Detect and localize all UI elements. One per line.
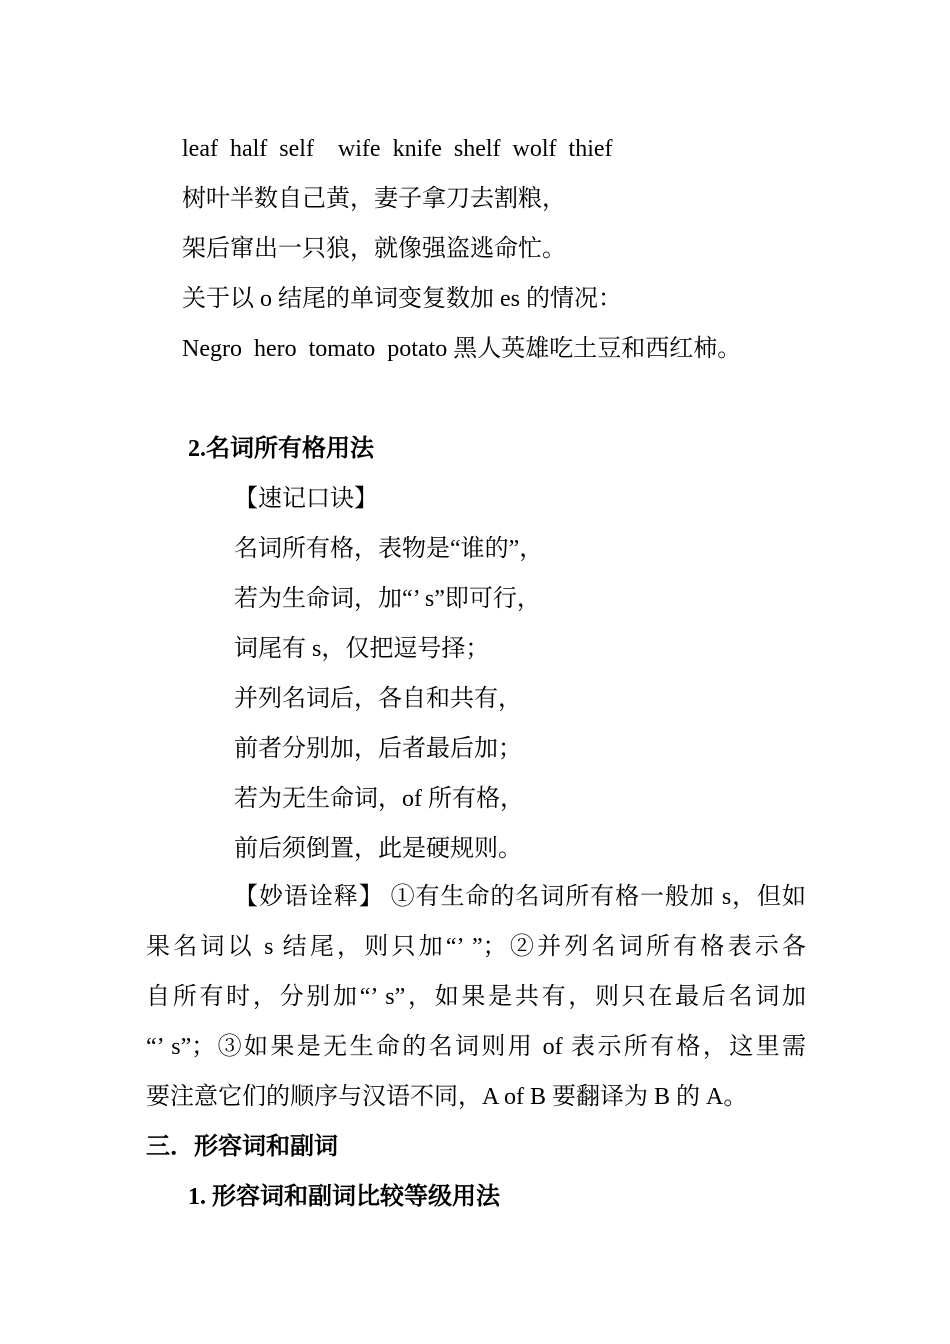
text-line-o-ending-words: Negro hero tomato potato 黑人英雄吃土豆和西红柿。 <box>182 336 742 362</box>
mnemonic-line: 前后须倒置，此是硬规则。 <box>234 836 522 862</box>
mnemonic-line: 并列名词后，各自和共有， <box>234 686 522 712</box>
explanation-line: 要注意它们的顺序与汉语不同，A of B 要翻译为 B 的 A。 <box>146 1084 748 1110</box>
text-line-mnemonic-1: 树叶半数自己黄，妻子拿刀去割粮， <box>182 186 566 212</box>
text-line-mnemonic-2: 架后窜出一只狼，就像强盗逃命忙。 <box>182 236 566 262</box>
explanation-line: “’ s”；③如果是无生命的名词则用 of 表示所有格，这里需 <box>146 1034 806 1060</box>
mnemonic-line: 若为生命词，加“’ s”即可行， <box>234 586 541 612</box>
section-heading-possessive: 2.名词所有格用法 <box>188 436 374 462</box>
text-line-plural-f-words: leaf half self wife knife shelf wolf thief <box>182 136 613 162</box>
explanation-line: 【妙语诠释】 ①有生命的名词所有格一般加 s，但如 <box>234 884 806 910</box>
mnemonic-line: 名词所有格，表物是“谁的”， <box>234 536 544 562</box>
mnemonic-line: 前者分别加，后者最后加； <box>234 736 522 762</box>
subsection-heading-comparison: 1. 形容词和副词比较等级用法 <box>188 1184 500 1210</box>
text-line-o-ending-intro: 关于以 o 结尾的单词变复数加 es 的情况： <box>182 286 622 312</box>
explanation-line: 果名词以 s 结尾，则只加“’ ”；②并列名词所有格表示各 <box>146 934 806 960</box>
mnemonic-line: 若为无生命词，of 所有格， <box>234 786 524 812</box>
section-heading-adjectives-adverbs: 三．形容词和副词 <box>146 1134 338 1160</box>
explanation-line: 自所有时，分别加“’ s”，如果是共有，则只在最后名词加 <box>146 984 806 1010</box>
mnemonic-label: 【速记口诀】 <box>234 486 378 512</box>
mnemonic-line: 词尾有 s，仅把逗号择； <box>234 636 490 662</box>
